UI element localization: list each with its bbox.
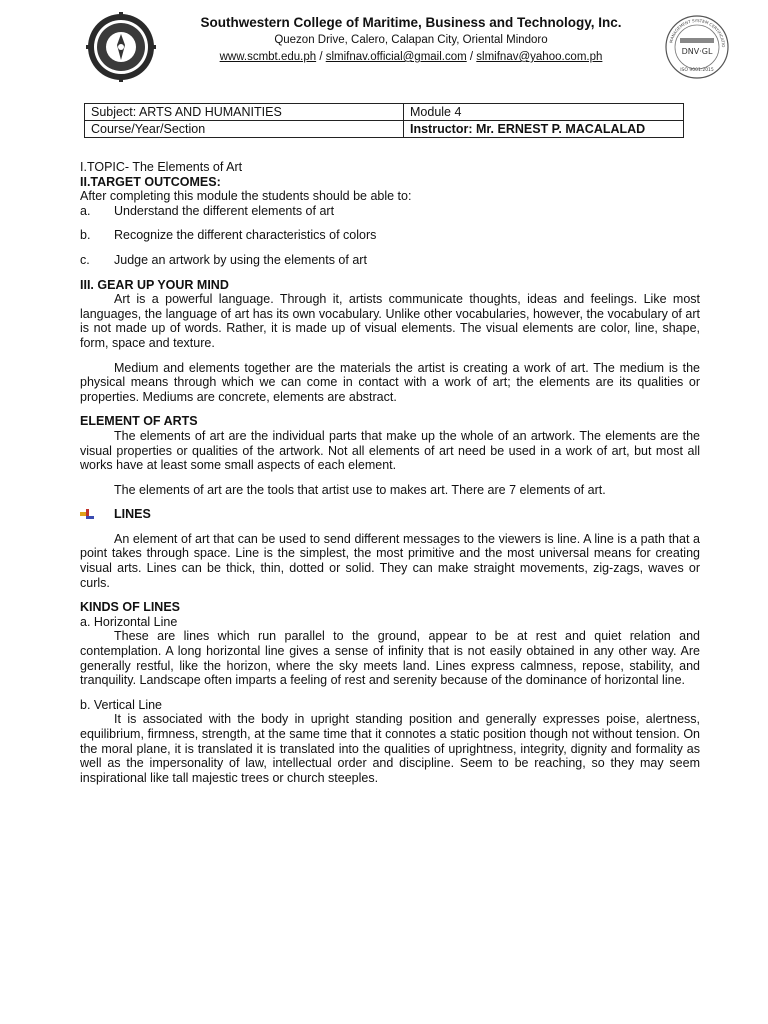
module-cell: Module 4 bbox=[404, 104, 684, 121]
list-marker: a. bbox=[80, 203, 91, 218]
contact-links bbox=[156, 49, 666, 66]
table-row bbox=[85, 121, 684, 138]
certification-badge-icon bbox=[664, 14, 730, 80]
list-text: Judge an artwork by using the elements of art bbox=[114, 252, 367, 267]
cert-ring-text: MANAGEMENT SYSTEM CERTIFICATIO bbox=[668, 17, 727, 48]
lines-heading bbox=[80, 507, 700, 522]
paragraph: These are lines which run parallel to the ground, appear to be at rest and quiet relation and contemplation. A long horizontal line gives a sense of infinity that is not easily obtained in any other way. Are generally restful, like the horizon, where the sky meets land. Lines express calmness, repose, stability, and tranquility. Landscape often imparts a feeling of rest and serenity because of the dominance of horizontal line. bbox=[80, 629, 700, 688]
paragraph: It is associated with the body in upright standing position and generally expresses poise, alertness, equilibrium, firmness, strength, at the same time that it connotes a static position though not without tension. On the moral plane, it is translated it is translated into the qualities of uprightness, integrity, dignity and formality as well as the impersonality of law, intellectual order and discipline. Seem to be reaching, so they may seem inspirational like tall majestic trees or church steeples. bbox=[80, 712, 700, 785]
paragraph: The elements of art are the tools that artist use to makes art. There are 7 elements of art. bbox=[114, 482, 606, 497]
vertical-line-heading: b. Vertical Line bbox=[80, 697, 162, 712]
letterhead-text bbox=[156, 14, 666, 66]
list-item bbox=[80, 204, 700, 219]
list-marker: b. bbox=[80, 228, 91, 243]
cert-iso-text: ISO 9001:2015 bbox=[680, 68, 714, 73]
paragraph: An element of art that can be used to send different messages to the viewers is line. A line is a path that a point takes through space. Line is the simplest, the most primitive and the most universal means for creating visual arts. Lines can be thick, thin, dotted or solid. They can make straight movements, zig-zags, waves or curls. bbox=[80, 531, 700, 590]
college-seal-icon bbox=[86, 12, 156, 82]
table-row bbox=[85, 104, 684, 121]
list-text: Understand the different elements of art bbox=[114, 203, 335, 218]
separator: / bbox=[316, 51, 326, 63]
paragraph: The elements of art are the individual parts that make up the whole of an artwork. The elements are the visual properties or qualities of the artwork. Not all elements of art need be used in a work of art, but most all works have at least some small aspects of each element. bbox=[80, 428, 700, 473]
module-content bbox=[80, 160, 700, 795]
website-link[interactable]: www.scmbt.edu.ph bbox=[219, 51, 317, 63]
target-outcomes-heading: II.TARGET OUTCOMES: bbox=[80, 174, 221, 189]
target-intro: After completing this module the students should be able to: bbox=[80, 189, 412, 204]
lines-heading-text: LINES bbox=[114, 507, 151, 522]
cert-logo-text: DNV·GL bbox=[681, 47, 713, 56]
gear-up-heading: III. GEAR UP YOUR MIND bbox=[80, 277, 229, 292]
horizontal-line-heading: a. Horizontal Line bbox=[80, 614, 178, 629]
paragraph: Medium and elements together are the materials the artist is creating a work of art. The medium is the physical means through which we can come in contact with a work of art; the elements are its qualities or properties. Mediums are concrete, elements are abstract. bbox=[80, 360, 700, 404]
paragraph: Art is a powerful language. Through it, artists communicate thoughts, ideas and feelings. Like most languages, the language of art has its own vocabulary. Unlike other vocabularies, however, the vocabulary of art is not made up of words. Rather, it is made up of visual elements. The visual elements are color, line, shape, form, space and texture. bbox=[80, 292, 700, 350]
letterhead bbox=[86, 12, 727, 82]
list-item bbox=[80, 253, 700, 268]
topic-heading: I.TOPIC- The Elements of Art bbox=[80, 160, 243, 174]
element-of-arts-heading: ELEMENT OF ARTS bbox=[80, 414, 198, 429]
separator: / bbox=[466, 51, 477, 63]
module-info-table bbox=[84, 103, 684, 138]
colored-bullet-icon bbox=[80, 509, 94, 521]
email-link-2[interactable]: slmifnav@yahoo.com.ph bbox=[476, 51, 603, 63]
list-item bbox=[80, 228, 700, 243]
college-name: Southwestern College of Maritime, Business and Technology, Inc. bbox=[200, 15, 622, 30]
instructor-cell: Instructor: Mr. ERNEST P. MACALALAD bbox=[404, 121, 684, 138]
list-text: Recognize the different characteristics of colors bbox=[114, 228, 377, 243]
college-address: Quezon Drive, Calero, Calapan City, Oriental Mindoro bbox=[274, 34, 548, 46]
email-link-1[interactable]: slmifnav.official@gmail.com bbox=[325, 51, 467, 63]
list-marker: c. bbox=[80, 252, 90, 267]
course-cell: Course/Year/Section bbox=[85, 121, 404, 138]
subject-cell: Subject: ARTS AND HUMANITIES bbox=[85, 104, 404, 121]
kinds-of-lines-heading: KINDS OF LINES bbox=[80, 600, 181, 615]
